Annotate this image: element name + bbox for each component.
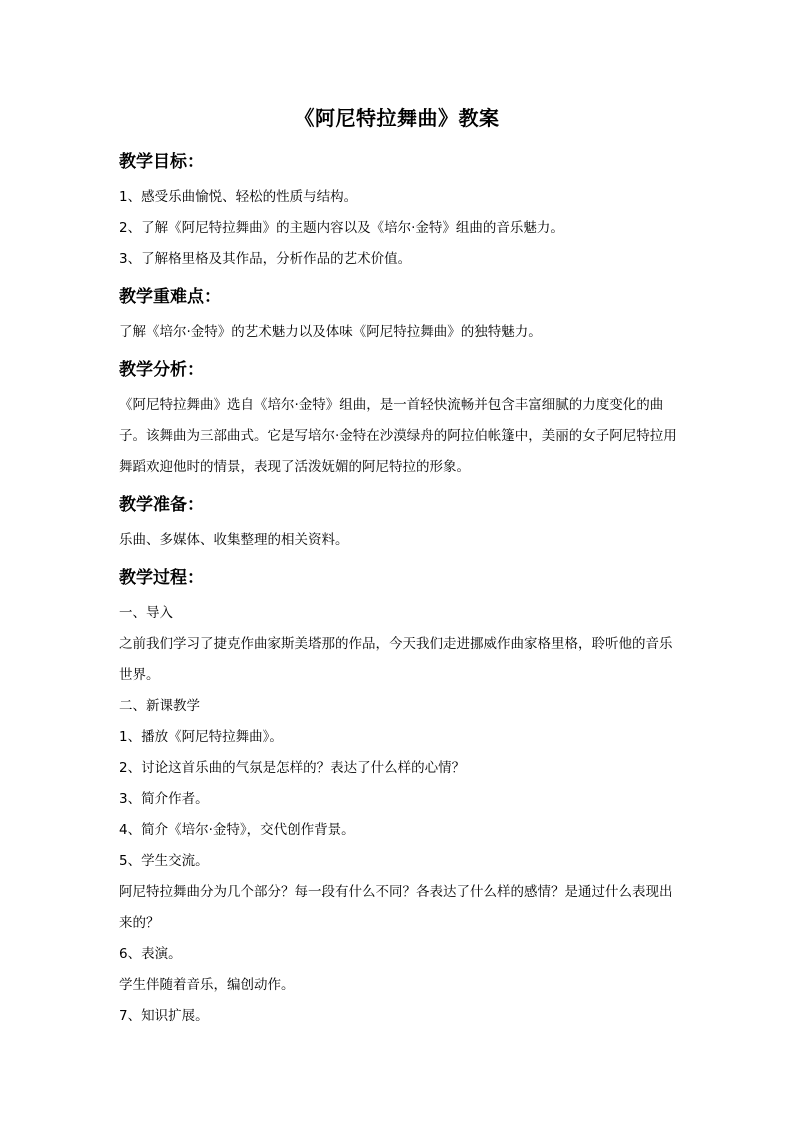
- paragraph: 1、播放《阿尼特拉舞曲》。: [119, 729, 283, 745]
- paragraph: 阿尼特拉舞曲分为几个部分？每一段有什么不同？各表达了什么样的感情？是通过什么表现出来的？: [119, 884, 673, 931]
- section-heading: 教学分析：: [119, 360, 204, 380]
- paragraph: 乐曲、多媒体、收集整理的相关资料。: [119, 532, 349, 548]
- section-teaching-preparation: [119, 489, 679, 556]
- paragraph: 2、了解《阿尼特拉舞曲》的主题内容以及《培尔·金特》组曲的音乐魅力。: [119, 220, 564, 236]
- paragraph: 1、感受乐曲愉悦、轻松的性质与结构。: [119, 189, 358, 205]
- document-title: 《阿尼特拉舞曲》教案: [294, 106, 500, 130]
- section-key-difficulties: [119, 281, 679, 348]
- paragraph: 4、简介《培尔·金特》，交代创作背景。: [119, 822, 355, 838]
- section-teaching-goals: [119, 146, 679, 275]
- paragraph: 一、导入: [119, 605, 173, 621]
- paragraph: 2、讨论这首乐曲的气氛是怎样的？表达了什么样的心情？: [119, 760, 466, 776]
- paragraph: 3、了解格里格及其作品，分析作品的艺术价值。: [119, 251, 412, 267]
- paragraph: 学生伴随着音乐，编创动作。: [119, 977, 295, 993]
- document-body: [119, 146, 679, 1032]
- paragraph: 6、表演。: [119, 946, 182, 962]
- section-teaching-process: [119, 562, 679, 1032]
- paragraph: 3、简介作者。: [119, 791, 209, 807]
- paragraph: 了解《培尔·金特》的艺术魅力以及体味《阿尼特拉舞曲》的独特魅力。: [119, 324, 542, 340]
- paragraph: 二、新课教学: [119, 698, 200, 714]
- section-heading: 教学过程：: [119, 568, 204, 588]
- section-heading: 教学准备：: [119, 495, 204, 515]
- section-teaching-analysis: [119, 354, 679, 483]
- paragraph: 5、学生交流。: [119, 853, 209, 869]
- paragraph: 《阿尼特拉舞曲》选自《培尔·金特》组曲，是一首轻快流畅并包含丰富细腻的力度变化的曲子。该舞曲为三部曲式。它是写培尔·金特在沙漠绿舟的阿拉伯帐篷中，美丽的女子阿尼特拉用舞蹈欢迎他时的情景，表现了活泼妩媚的阿尼特拉的形象。: [119, 397, 677, 475]
- section-heading: 教学目标：: [119, 152, 204, 172]
- section-heading: 教学重难点：: [119, 287, 221, 307]
- paragraph: 之前我们学习了捷克作曲家斯美塔那的作品，今天我们走进挪威作曲家格里格，聆听他的音乐世界。: [119, 636, 673, 683]
- paragraph: 7、知识扩展。: [119, 1008, 209, 1024]
